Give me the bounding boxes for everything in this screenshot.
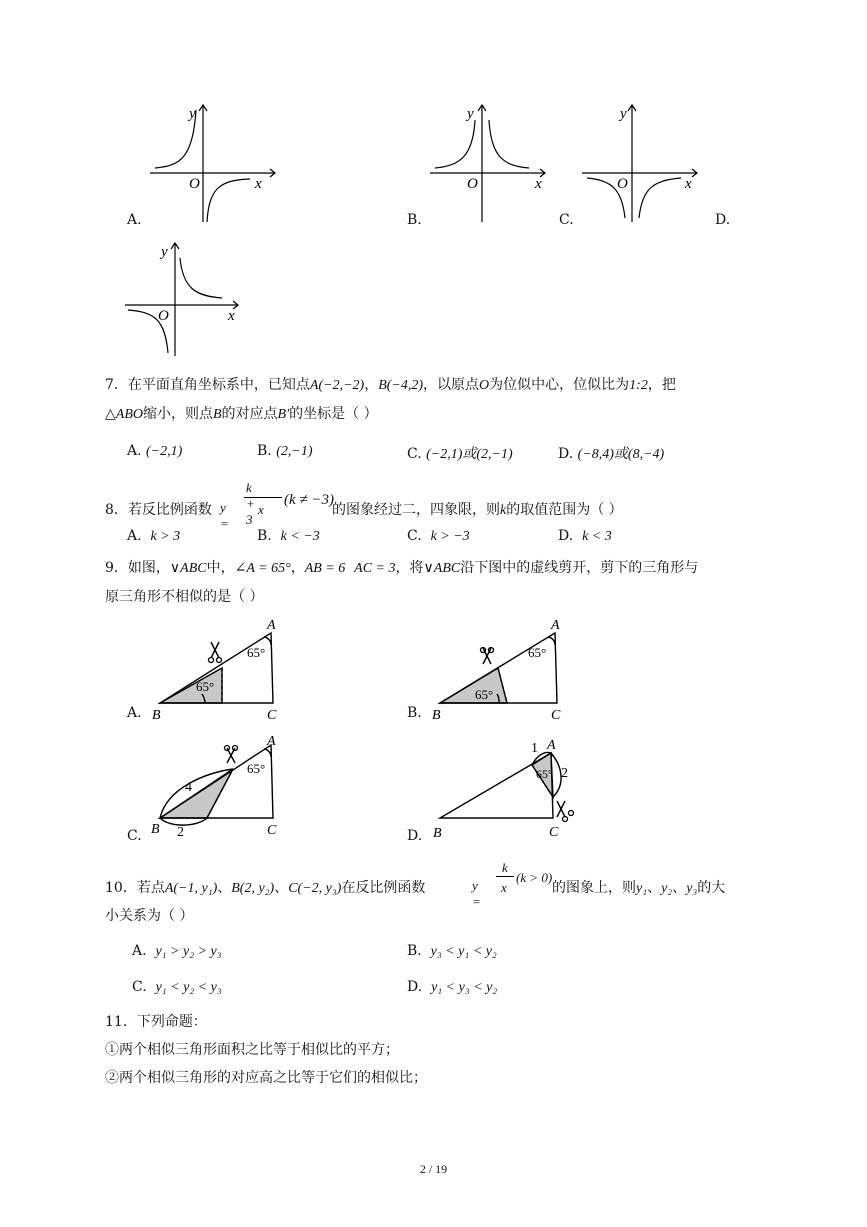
q7-text6: 的对应点	[221, 406, 278, 422]
q8-text2: 的图象经过二，四象限，则	[332, 502, 500, 518]
q6-option-c	[557, 100, 737, 230]
q8-option-a[interactable]: A. k > 3	[127, 528, 181, 544]
q6-graph-a	[125, 100, 285, 230]
scissors-icon	[481, 648, 494, 665]
q6-graph-b	[405, 100, 555, 230]
q9-label-d: D.	[407, 828, 423, 844]
q9-line1: 9．如图，∨ABC中，∠A = 65°，AB = 6 AC = 3，将∨ABC沿下图中的虚线剪开，剪下的三角形与	[105, 560, 699, 576]
q9-triangle-a	[125, 615, 305, 727]
q8-option-c[interactable]: C. k > −3	[407, 528, 470, 544]
svg-text:C: C	[551, 708, 561, 723]
q7-text1: 在平面直角坐标系中，已知点	[127, 377, 310, 393]
q11-line1: 11．下列命题：	[105, 1014, 207, 1030]
svg-text:x: x	[255, 176, 262, 192]
q9-triangle-c	[125, 733, 305, 845]
svg-text:B: B	[152, 708, 161, 723]
svg-text:A: A	[547, 738, 556, 753]
q6-label-c: C.	[559, 212, 574, 228]
svg-text:2: 2	[177, 825, 184, 840]
q7-option-b[interactable]: B. (2,−1)	[257, 443, 313, 459]
q9-label-c: C.	[127, 828, 142, 844]
q7-sep: ，	[364, 377, 379, 393]
q8-option-d[interactable]: D. k < 3	[558, 528, 612, 544]
scissors-icon	[209, 642, 222, 663]
svg-text:A: A	[267, 618, 276, 633]
svg-text:65°: 65°	[536, 767, 553, 781]
svg-text:C: C	[267, 823, 277, 838]
q6-option-a	[125, 100, 285, 230]
q10-line1b: 的图象上，则y₁、y₂、y₃的大	[552, 880, 726, 896]
svg-text:O: O	[617, 176, 628, 192]
svg-text:65°: 65°	[247, 645, 266, 660]
svg-text:C: C	[549, 825, 559, 840]
scissors-icon	[557, 801, 574, 822]
svg-text:65°: 65°	[475, 687, 494, 702]
q7-number: 7．	[105, 377, 128, 393]
q7-option-c[interactable]: C. (−2,1)或(2,−1)	[407, 446, 513, 462]
q7-bprime: B′	[277, 407, 290, 422]
q10-option-b[interactable]: B. y₃ < y₁ < y₂	[407, 943, 497, 959]
q9-triangle-b	[405, 615, 585, 727]
q6-label-a: A.	[127, 212, 142, 228]
svg-text:O: O	[467, 176, 478, 192]
q8-text3: 的取值范围为（ ）	[506, 502, 623, 518]
svg-text:y: y	[189, 106, 196, 122]
svg-text:O: O	[189, 176, 200, 192]
q9-figure-d[interactable]	[405, 733, 585, 845]
q11-item-1: ①两个相似三角形面积之比等于相似比的平方；	[105, 1042, 399, 1058]
svg-text:C: C	[267, 708, 277, 723]
q7-point-a: A(−2,−2)	[309, 378, 365, 393]
svg-text:B: B	[151, 822, 160, 837]
q7-text2: ，以原点	[423, 377, 480, 393]
q11-item-2: ②两个相似三角形的对应高之比等于它们的相似比；	[105, 1070, 427, 1086]
svg-text:4: 4	[185, 780, 192, 795]
q6-option-d-graph	[120, 238, 260, 363]
svg-text:y: y	[467, 106, 474, 122]
q7-origin: O	[479, 378, 490, 393]
q11-number: 11．	[105, 1014, 137, 1030]
svg-text:65°: 65°	[196, 679, 215, 694]
q7-b: B	[212, 407, 222, 422]
q7-ratio: 1:2	[629, 378, 648, 393]
svg-text:O: O	[158, 308, 169, 324]
q7-line2	[105, 404, 378, 425]
q9-label-b: B.	[407, 705, 422, 721]
q7-text5: 缩小，则点	[142, 406, 213, 422]
q6-graph-c	[557, 100, 737, 230]
q7-option-a[interactable]: A. (−2,1)	[127, 443, 183, 459]
q9-figure-c[interactable]	[125, 733, 305, 845]
q6-option-b	[405, 100, 555, 230]
page-number: 2 / 19	[419, 1162, 448, 1176]
q10-number: 10．	[105, 880, 137, 896]
q7-text3: 为位似中心，位似比为	[489, 377, 630, 393]
svg-text:x: x	[685, 176, 692, 192]
q6-label-b: B.	[407, 212, 422, 228]
svg-text:65°: 65°	[528, 645, 547, 660]
svg-text:y: y	[161, 244, 168, 260]
svg-text:B: B	[432, 708, 441, 723]
q10-option-c[interactable]: C. y₁ < y₂ < y₃	[132, 979, 222, 995]
q8-line1	[105, 500, 212, 520]
q7-option-d[interactable]: D. (−8,4)或(8,−4)	[558, 446, 665, 462]
q10-option-d[interactable]: D. y₁ < y₃ < y₂	[407, 979, 498, 995]
svg-text:1: 1	[531, 741, 538, 756]
q9-figure-b[interactable]	[405, 615, 585, 727]
svg-text:x: x	[535, 176, 542, 192]
svg-text:A: A	[267, 734, 276, 749]
svg-text:A: A	[551, 618, 560, 633]
q9-figure-a[interactable]	[125, 615, 305, 727]
q10-line2: 小关系为（ ）	[105, 908, 194, 924]
q9-number: 9．	[105, 560, 128, 576]
svg-text:y: y	[620, 106, 627, 122]
scissors-icon	[225, 746, 238, 764]
q7-triangle: △ABO	[105, 407, 143, 422]
q10-line1: 10．若点A(−1, y₁)、B(2, y₂)、C(−2, y₃)在反比例函数	[105, 880, 426, 896]
q6-label-d: D.	[715, 212, 731, 228]
q8-text1: 若反比例函数	[127, 502, 212, 518]
svg-text:B: B	[433, 826, 442, 841]
q9-triangle-d	[405, 733, 585, 845]
svg-text:x: x	[228, 308, 235, 324]
q7-text4: ，把	[647, 377, 676, 393]
q7-point-b: B(−4,2)	[378, 378, 424, 393]
svg-text:65°: 65°	[247, 761, 266, 776]
svg-text:2: 2	[561, 766, 568, 781]
q6-graph-d	[120, 238, 260, 363]
q8-line1b: 的图象经过二，四象限，则k的取值范围为（ ）	[332, 502, 623, 518]
q10-option-a[interactable]: A. y₁ > y₂ > y₃	[132, 943, 222, 959]
q9-line2: 原三角形不相似的是（ ）	[105, 589, 264, 605]
q7-text7: 的坐标是（ ）	[289, 406, 378, 422]
q7-line1	[105, 375, 676, 396]
q8-option-b[interactable]: B. k < −3	[257, 528, 320, 544]
q9-label-a: A.	[127, 705, 142, 721]
q8-number: 8．	[105, 502, 128, 518]
